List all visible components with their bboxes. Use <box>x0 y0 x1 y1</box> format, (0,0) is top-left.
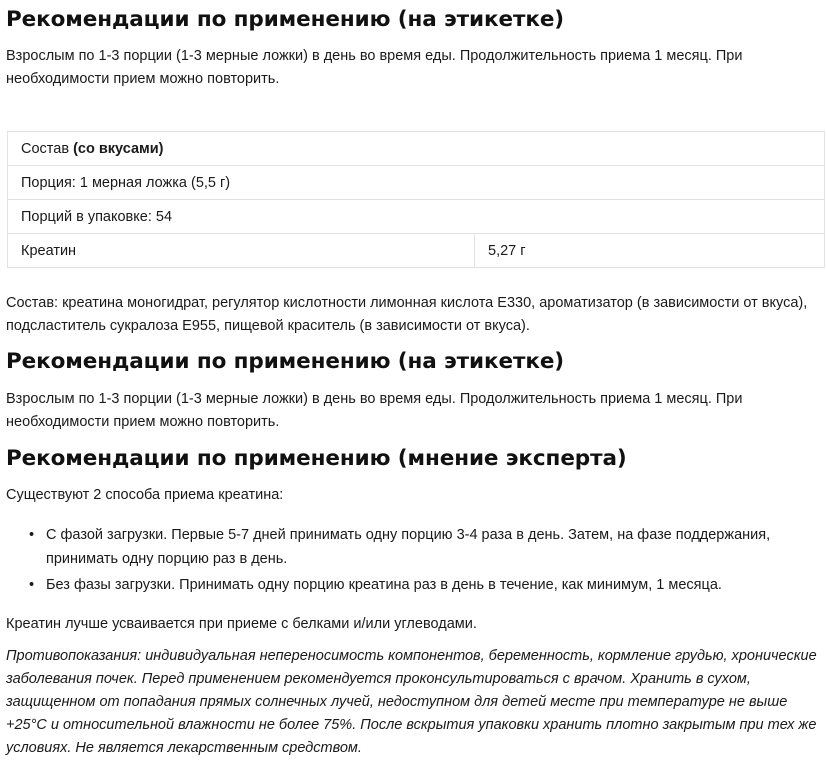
table-header-cell <box>8 132 825 166</box>
ingredient-name-cell: Креатин <box>8 234 475 268</box>
ingredient-value-cell: 5,27 г <box>475 234 825 268</box>
expert-methods-list <box>0 524 826 601</box>
contraindications-text: Противопоказания: индивидуальная непереносимость компонентов, беременность, кормление грудью, хронические заболевания почек. Перед применением рекомендуется проконсультироваться с врачом. Хранить в сухом, защищенном от попадания прямых солнечных лучей, недоступном для детей месте при температуре не выше +25°С и относительной влажности не более 75%. После вскрытия упаковки хранить плотно закрытым при тех же условиях. Не является лекарственным средством. <box>6 648 817 756</box>
serving-size-cell: Порция: 1 мерная ложка (5,5 г) <box>8 166 825 200</box>
expert-recommendations-heading: Рекомендации по применению (мнение эксперта) <box>6 446 627 471</box>
table-header-label: Состав <box>21 140 74 157</box>
absorption-note: Креатин лучше усваивается при приеме с белками и/или углеводами. <box>6 616 477 632</box>
label-recommendations-heading-2: Рекомендации по применению (на этикетке) <box>6 349 565 374</box>
table-header-flavors: (со вкусами) <box>73 140 164 157</box>
method-text: С фазой загрузки. Первые 5-7 дней принимать одну порцию 3-4 раза в день. Затем, на фазе поддержания, принимать одну порцию раз в день. <box>46 527 771 567</box>
table-row <box>8 200 825 234</box>
list-item <box>29 524 826 571</box>
bullet-icon: • <box>29 577 35 593</box>
expert-intro-text: Существуют 2 способа приема креатина: <box>6 487 284 503</box>
table-row <box>8 234 825 268</box>
servings-per-pack-cell: Порций в упаковке: 54 <box>8 200 825 234</box>
list-item <box>29 574 826 598</box>
bullet-icon: • <box>29 527 35 543</box>
label-recommendations-heading: Рекомендации по применению (на этикетке) <box>6 7 565 32</box>
composition-text: Состав: креатина моногидрат, регулятор кислотности лимонная кислота Е330, ароматизатор (в зависимости от вкуса), подсластитель сукралоза Е955, пищевой краситель (в зависимости от вкуса). <box>6 295 808 334</box>
table-row <box>8 132 825 166</box>
label-recommendations-text: Взрослым по 1-3 порции (1-3 мерные ложки) в день во время еды. Продолжительность приема 1 месяц. При необходимости прием можно повторить. <box>6 48 743 87</box>
nutrition-facts-table <box>7 131 825 268</box>
method-text: Без фазы загрузки. Принимать одну порцию креатина раз в день в течение, как минимум, 1 месяца. <box>46 577 722 593</box>
label-recommendations-text-2: Взрослым по 1-3 порции (1-3 мерные ложки) в день во время еды. Продолжительность приема 1 месяц. При необходимости прием можно повторить. <box>6 391 743 430</box>
table-row <box>8 166 825 200</box>
